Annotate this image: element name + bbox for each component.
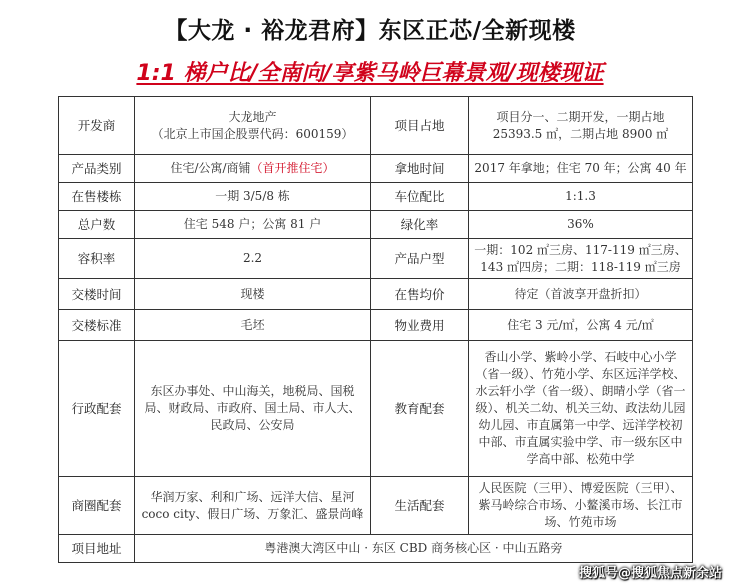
unit-types-line1: 一期：102 ㎡三房、117-119 ㎡三房、 <box>474 242 687 257</box>
table-row <box>59 183 693 211</box>
buildings-value: 一期 3/5/8 栋 <box>135 183 371 211</box>
land-time-label: 拿地时间 <box>371 155 469 183</box>
admin-facilities-value: 东区办事处、中山海关，地税局、国税局、财政局、市政府、国土局、市人大、民政局、公安局 <box>135 341 371 477</box>
table-row <box>59 535 693 563</box>
total-units-label: 总户数 <box>59 211 135 239</box>
green-rate-value: 36% <box>469 211 693 239</box>
land-area-value <box>469 97 693 155</box>
page-subtitle: 1:1 梯户比/全南向/享紫马岭巨幕景观/现楼现证 <box>136 61 604 86</box>
product-type-text: 住宅/公寓/商铺 <box>170 161 251 175</box>
address-value: 粤港澳大湾区中山 · 东区 CBD 商务核心区 · 中山五路旁 <box>135 535 693 563</box>
unit-types-value <box>469 239 693 279</box>
page-title: 【大龙 · 裕龙君府】东区正芯/全新现楼 <box>164 18 576 44</box>
property-fee-label: 物业费用 <box>371 310 469 341</box>
commercial-label: 商圈配套 <box>59 477 135 535</box>
delivery-standard-label: 交楼标准 <box>59 310 135 341</box>
table-row <box>59 239 693 279</box>
table-row <box>59 155 693 183</box>
unit-types-label: 产品户型 <box>371 239 469 279</box>
land-area-line1: 项目分一、二期开发，一期占地 <box>496 109 665 124</box>
property-fee-value: 住宅 3 元/㎡，公寓 4 元/㎡ <box>469 310 693 341</box>
avg-price-label: 在售均价 <box>371 279 469 310</box>
project-info-table <box>58 96 693 563</box>
unit-types-line2: 143 ㎡四房；二期：118-119 ㎡三房 <box>480 259 681 274</box>
plot-ratio-label: 容积率 <box>59 239 135 279</box>
living-label: 生活配套 <box>371 477 469 535</box>
land-area-line2: 25393.5 ㎡，二期占地 8900 ㎡ <box>492 126 669 141</box>
product-type-value <box>135 155 371 183</box>
land-area-label: 项目占地 <box>371 97 469 155</box>
table-row <box>59 211 693 239</box>
living-value: 人民医院（三甲）、博爱医院（三甲）、紫马岭综合市场、小鳌溪市场、长江市场、竹苑市场 <box>469 477 693 535</box>
total-units-value: 住宅 548 户；公寓 81 户 <box>135 211 371 239</box>
education-label: 教育配套 <box>371 341 469 477</box>
table-row <box>59 279 693 310</box>
buildings-label: 在售楼栋 <box>59 183 135 211</box>
parking-value: 1:1.3 <box>469 183 693 211</box>
watermark: 搜狐号@搜狐焦点新余站 <box>578 566 722 581</box>
delivery-time-value: 现楼 <box>135 279 371 310</box>
developer-value <box>135 97 371 155</box>
developer-label: 开发商 <box>59 97 135 155</box>
table-row <box>59 310 693 341</box>
parking-label: 车位配比 <box>371 183 469 211</box>
admin-facilities-label: 行政配套 <box>59 341 135 477</box>
table-row <box>59 477 693 535</box>
product-type-note: （首开推住宅） <box>250 161 335 175</box>
table-row <box>59 97 693 155</box>
avg-price-value: 待定（首波享开盘折扣） <box>469 279 693 310</box>
address-label: 项目地址 <box>59 535 135 563</box>
land-time-value: 2017 年拿地；住宅 70 年；公寓 40 年 <box>469 155 693 183</box>
plot-ratio-value: 2.2 <box>135 239 371 279</box>
product-type-label: 产品类别 <box>59 155 135 183</box>
table-row <box>59 341 693 477</box>
developer-stock-code: （北京上市国企股票代码：600159） <box>151 126 354 141</box>
delivery-standard-value: 毛坯 <box>135 310 371 341</box>
delivery-time-label: 交楼时间 <box>59 279 135 310</box>
green-rate-label: 绿化率 <box>371 211 469 239</box>
developer-name: 大龙地产 <box>228 109 277 124</box>
education-value: 香山小学、紫岭小学、石岐中心小学（省一级）、竹苑小学、东区远洋学校、水云轩小学（省一级）、朗晴小学（省一级）、机关二幼、机关三幼、政法幼儿园幼儿园、市直属第一中学、远洋学校初中部、市直属实验中学、市一级东区中学高中部、松苑中学 <box>469 341 693 477</box>
commercial-value: 华润万家、利和广场、远洋大信、星河 coco city、假日广场、万象汇、盛景尚峰 <box>135 477 371 535</box>
